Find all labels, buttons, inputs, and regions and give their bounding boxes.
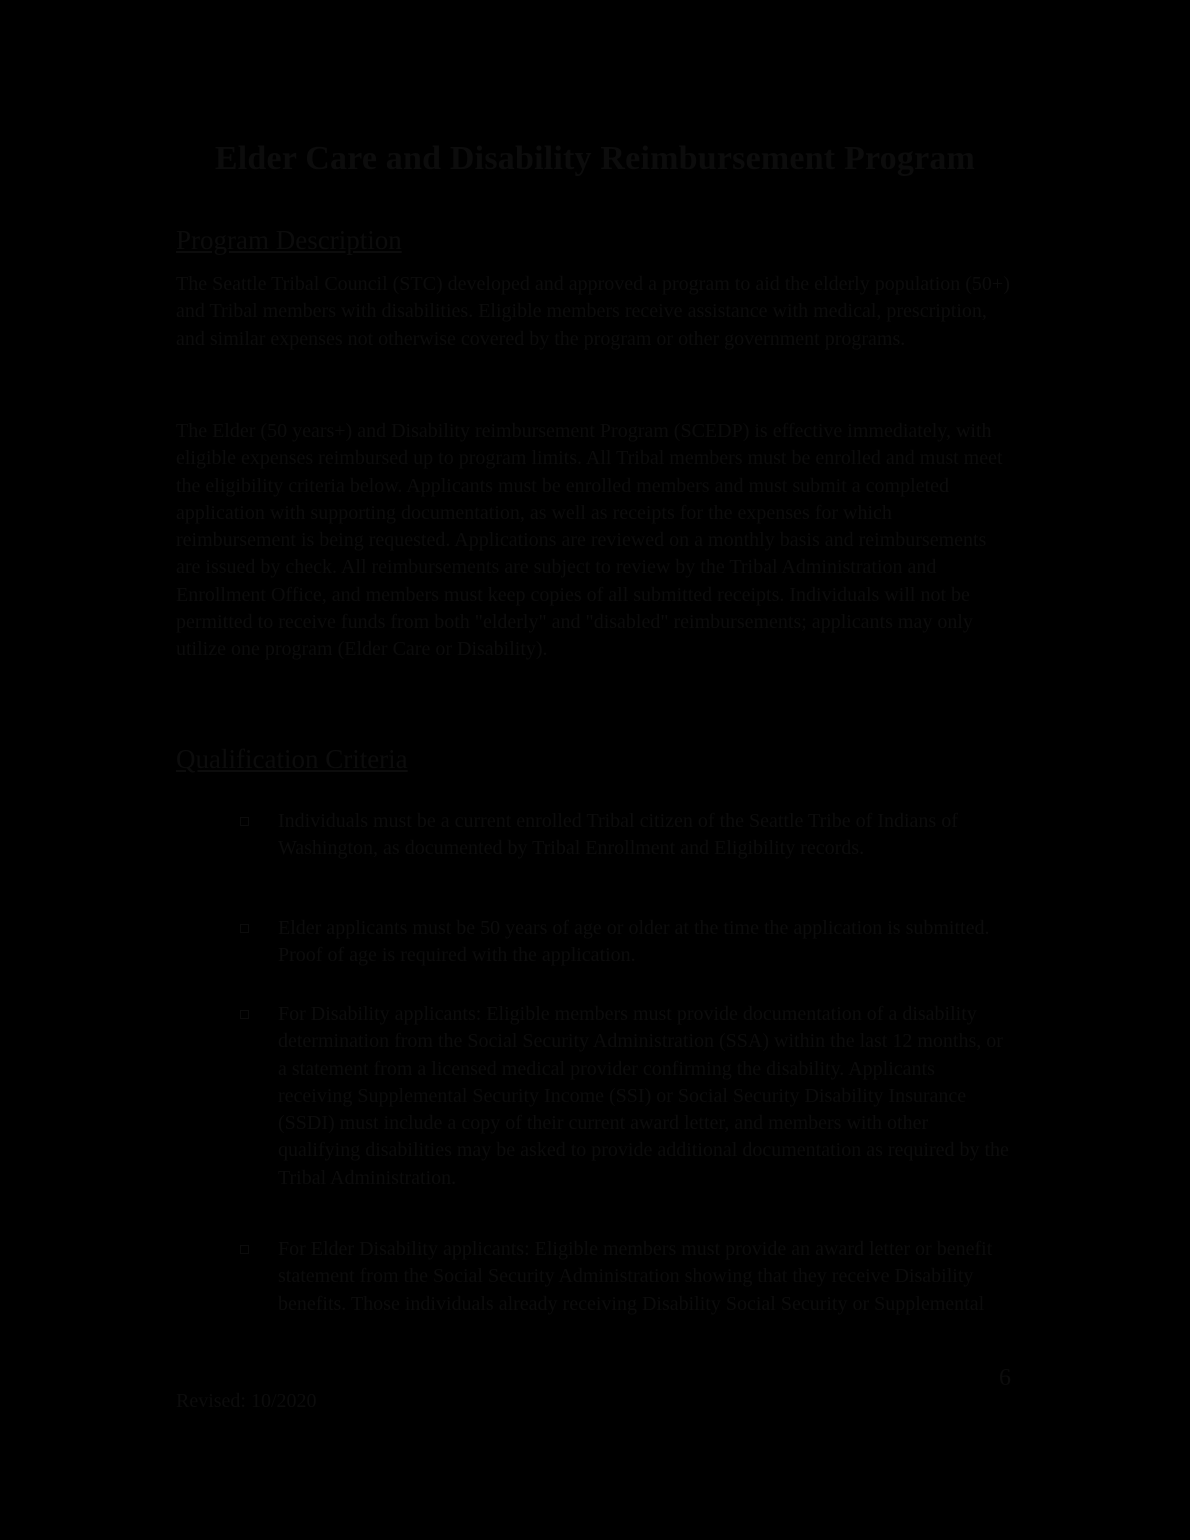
square-bullet-icon (240, 817, 249, 826)
criteria-item-text: For Disability applicants: Eligible members must provide documentation of a disability determination from the Social Security Administration (SSA) within the last 12 months, or a statement from a licensed medical provider confirming the disability. Applicants receiving Supplemental Security Income (SSI) or Social Security Disability Insurance (SSDI) must include a copy of their current award letter, and members with other qualifying disabilities may be asked to provide additional documentation as required by the Tribal Administration. (278, 1003, 1009, 1189)
square-bullet-icon (240, 1245, 249, 1254)
criteria-list-item (240, 808, 1012, 863)
criteria-item-text: Individuals must be a current enrolled Tribal citizen of the Seattle Tribe of Indians of Washington, as documented by Tribal Enrollment and Eligibility records. (278, 810, 958, 860)
page-number: 6 (999, 1365, 1011, 1391)
criteria-item-text: Elder applicants must be 50 years of age or older at the time the application is submitted. Proof of age is required with the application. (278, 917, 990, 967)
criteria-list-item (240, 1001, 1012, 1192)
section-heading-qualification-criteria: Qualification Criteria (176, 744, 408, 774)
program-description-paragraph-2: The Elder (50 years+) and Disability reimbursement Program (SCEDP) is effective immediately, with eligible expenses reimbursed up to program limits. All Tribal members must be enrolled and must meet the eligibility criteria below. Applicants must be enrolled members and must submit a completed application with supporting documentation, as well as receipts for the expenses for which reimbursement is being requested. Applications are reviewed on a monthly basis and reimbursements are issued by check. All reimbursements are subject to review by the Tribal Administration and Enrollment Office, and members must keep copies of all submitted receipts. Individuals will not be permitted to receive funds from both "elderly" and "disabled" reimbursements; applicants may only utilize one program (Elder Care or Disability). (176, 420, 1003, 661)
criteria-item-text: For Elder Disability applicants: Eligible members must provide an award letter or benefit statement from the Social Security Administration showing that they receive Disability benefits. Those individuals already receiving Disability Social Security or Supplemental (278, 1238, 993, 1315)
criteria-list-item (240, 915, 1012, 970)
program-description-paragraph-1: The Seattle Tribal Council (STC) developed and approved a program to aid the elderly population (50+) and Tribal members with disabilities. Eligible members receive assistance with medical, prescription, and similar expenses not otherwise covered by the program or other government programs. (176, 273, 1010, 350)
criteria-list-item (240, 1236, 1012, 1318)
document-title: Elder Care and Disability Reimbursement Program (214, 140, 976, 177)
section-heading-program-description: Program Description (176, 225, 402, 255)
revised-date: Revised: 10/2020 (176, 1390, 317, 1412)
square-bullet-icon (240, 1010, 249, 1019)
square-bullet-icon (240, 924, 249, 933)
